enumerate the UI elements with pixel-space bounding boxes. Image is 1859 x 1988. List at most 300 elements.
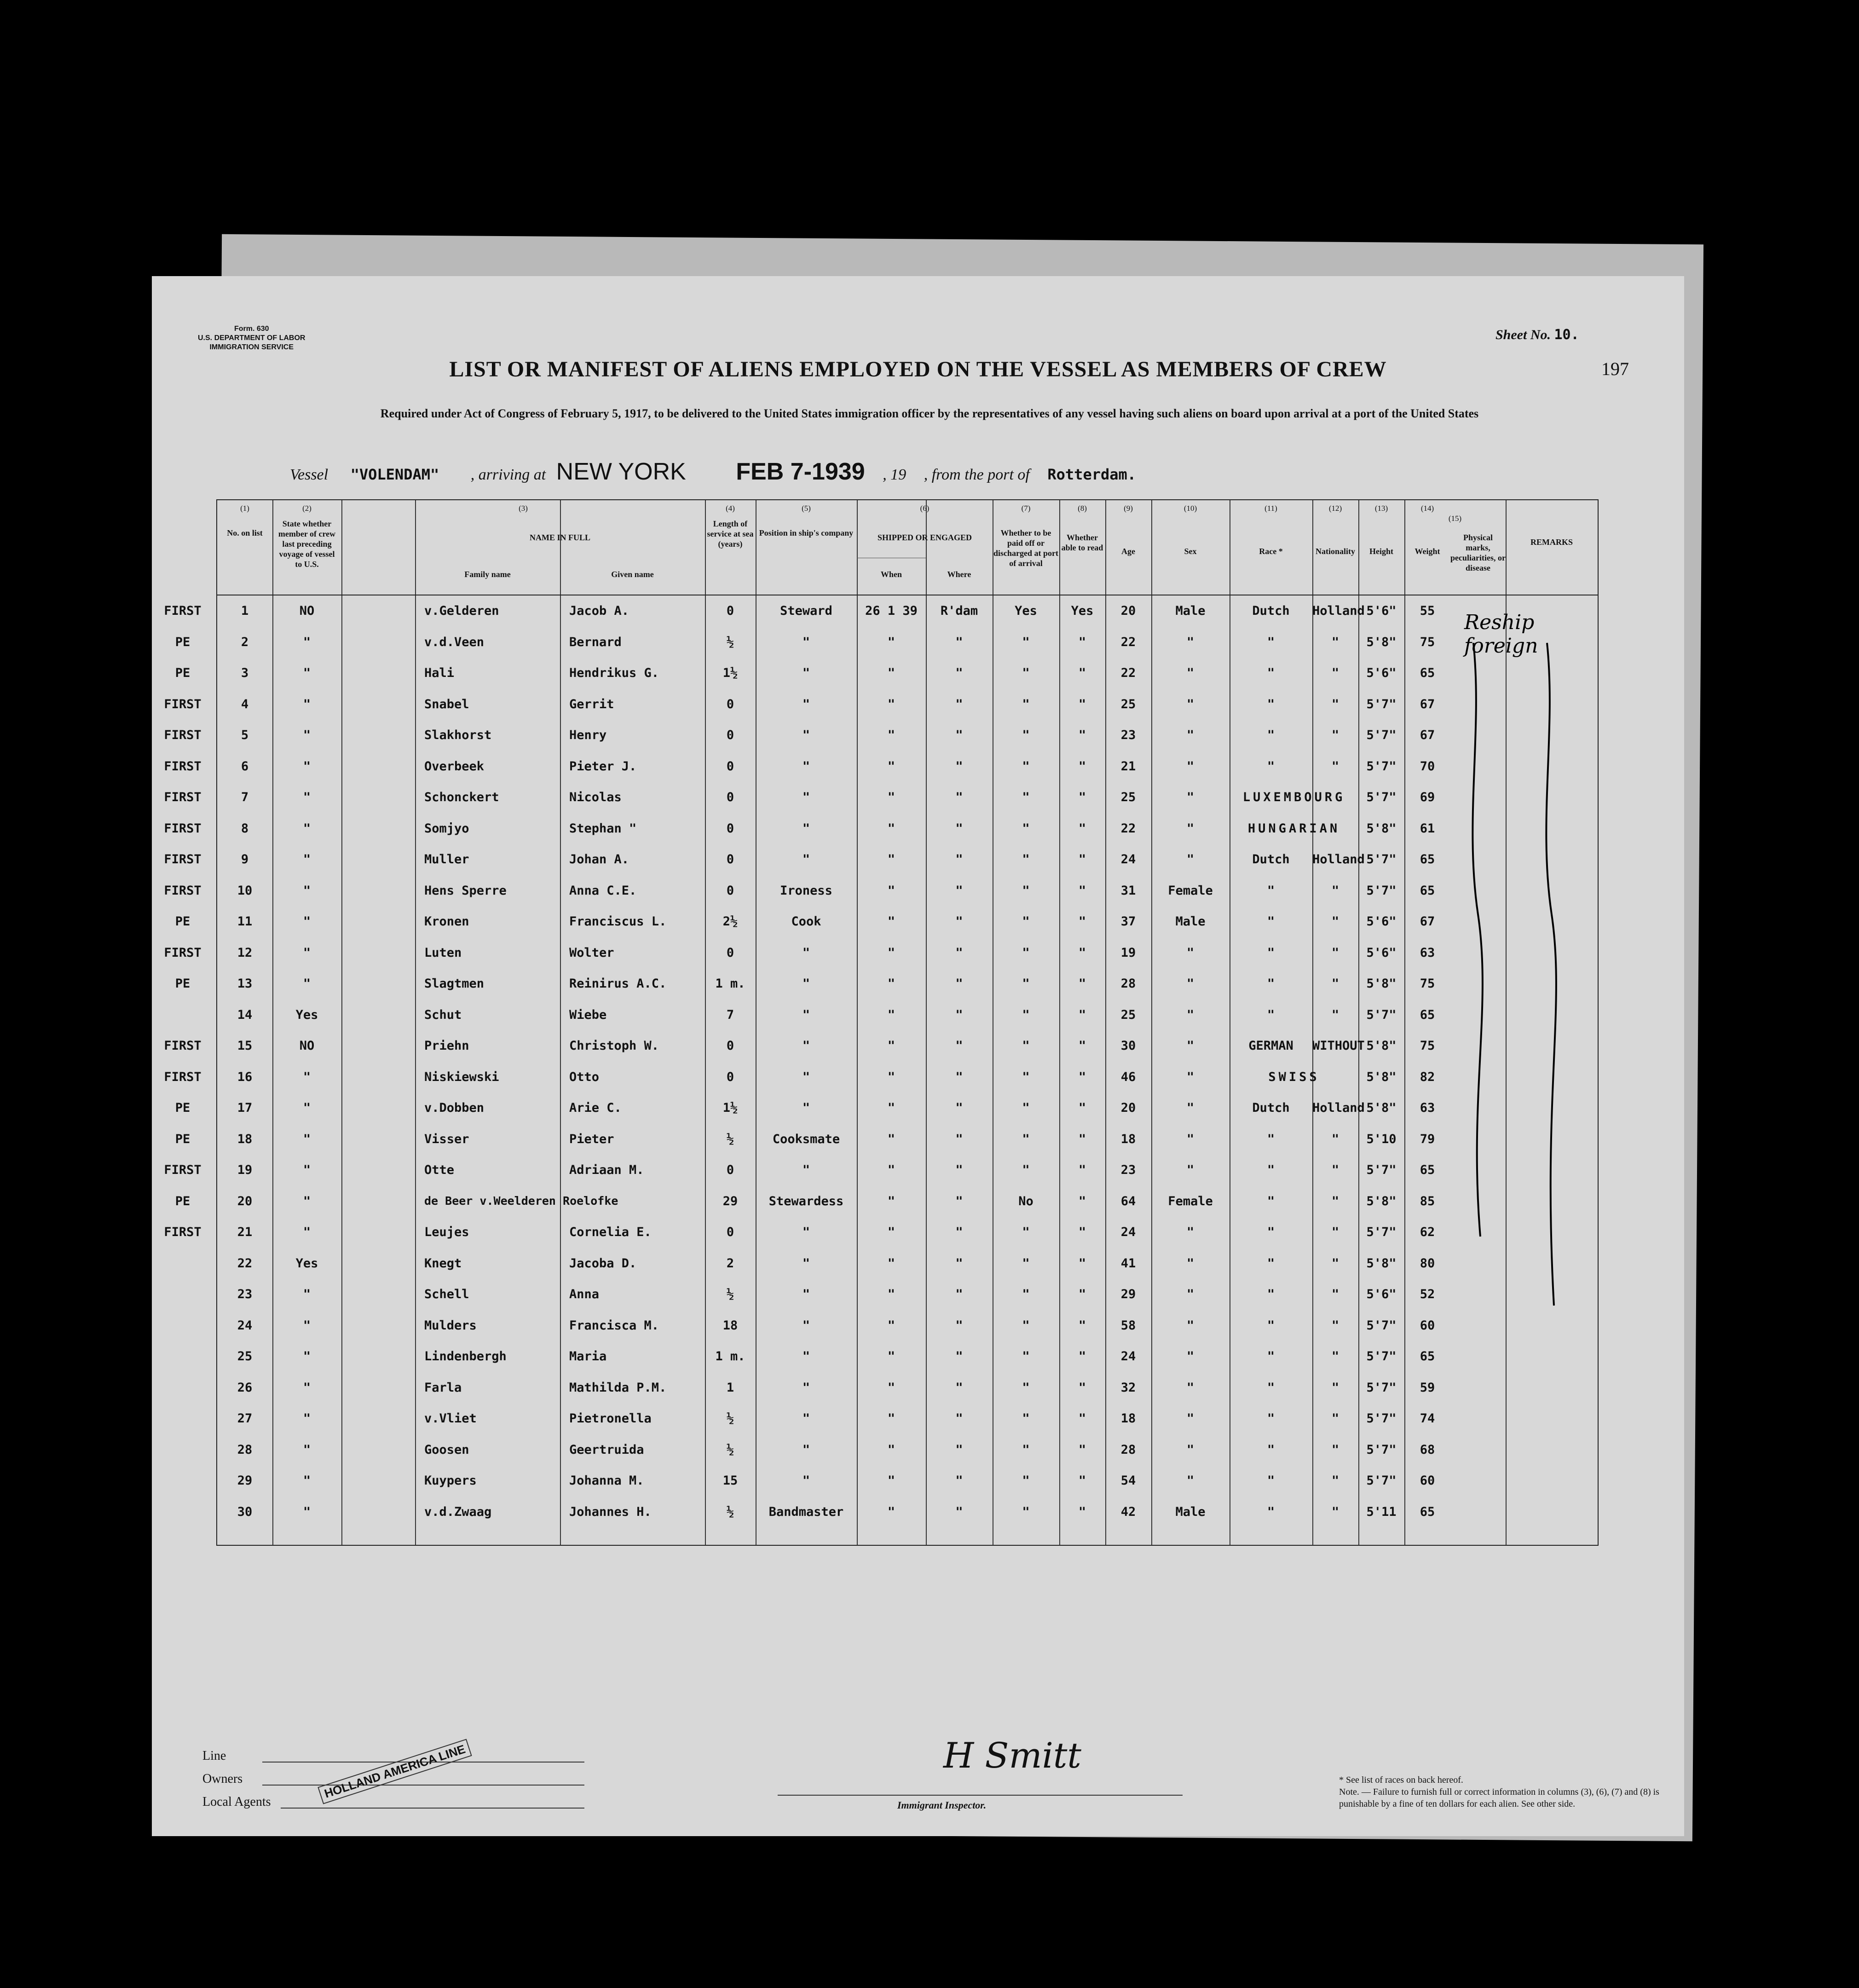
cell-sex: Male	[1175, 1504, 1206, 1519]
cell-height: 5'6"	[1366, 945, 1397, 960]
cell-prev: "	[303, 635, 311, 649]
cell-no: 16	[237, 1069, 253, 1084]
cell-nationality: WITHOUT	[1312, 1039, 1365, 1053]
cell-race: "	[1267, 883, 1275, 898]
cell-age: 23	[1120, 1163, 1136, 1177]
cell-race: "	[1267, 1287, 1275, 1301]
cell-prev: "	[303, 852, 311, 867]
cell-race: "	[1267, 1194, 1275, 1208]
cell-prev: "	[303, 1411, 311, 1426]
header-weight: Weight	[1414, 547, 1440, 556]
cell-read: "	[1078, 1007, 1086, 1022]
cell-sex: "	[1186, 1318, 1195, 1333]
table-row	[175, 914, 1598, 946]
cell-service: ½	[726, 1287, 734, 1301]
cell-position: "	[802, 1442, 810, 1457]
cell-given: Jacob A.	[569, 604, 629, 618]
cell-nationality: "	[1331, 1504, 1339, 1519]
cell-nationality: "	[1331, 1225, 1339, 1239]
cell-no: 18	[237, 1132, 253, 1146]
cell-position: "	[802, 977, 810, 991]
cell-prev: "	[303, 977, 311, 991]
cell-read: "	[1078, 1474, 1086, 1488]
cell-age: 58	[1120, 1318, 1136, 1333]
cell-when: "	[887, 1504, 895, 1519]
table-row	[175, 1132, 1598, 1163]
agents-rule	[281, 1808, 584, 1809]
header-length-service: Length of service at sea (years)	[707, 519, 754, 549]
cell-weight: 82	[1420, 1069, 1435, 1084]
cell-when: "	[887, 666, 895, 680]
department-name: U.S. DEPARTMENT OF LABOR	[198, 334, 306, 342]
cell-height: 5'7"	[1366, 1474, 1397, 1488]
cell-sex: "	[1186, 666, 1195, 680]
cell-weight: 63	[1420, 945, 1435, 960]
cell-where: "	[955, 728, 963, 742]
cell-when: "	[887, 1101, 895, 1115]
table-row	[164, 945, 1598, 977]
cell-prev: "	[303, 728, 311, 742]
manifest-sheet	[152, 276, 1684, 1836]
cell-prev: "	[303, 821, 311, 836]
sheet-number	[1495, 327, 1579, 343]
cell-sex: "	[1186, 977, 1195, 991]
cell-family: de Beer v.Weelderen Roelofke	[424, 1194, 618, 1208]
table-row	[164, 1039, 1598, 1070]
cell-race: SWISS	[1268, 1069, 1320, 1084]
cell-where: "	[955, 1504, 963, 1519]
table-row	[217, 1256, 1598, 1288]
cell-nationality: "	[1331, 1256, 1339, 1271]
cell-sex: "	[1186, 821, 1195, 836]
row-status-mark: PE	[175, 1132, 191, 1146]
table-row	[164, 821, 1598, 853]
vessel-label: Vessel	[290, 466, 329, 483]
cell-given: Adriaan M.	[569, 1163, 644, 1177]
col-num: (12)	[1328, 504, 1342, 513]
cell-paid: "	[1022, 1163, 1030, 1177]
cell-paid: "	[1022, 1225, 1030, 1239]
cell-sex: "	[1186, 790, 1195, 804]
cell-race: "	[1267, 635, 1275, 649]
cell-given: Johan A.	[569, 852, 629, 867]
cell-service: 0	[726, 1039, 734, 1053]
cell-age: 32	[1120, 1380, 1136, 1395]
cell-age: 18	[1120, 1132, 1136, 1146]
cell-sex: "	[1186, 635, 1195, 649]
cell-when: "	[887, 945, 895, 960]
cell-race: "	[1267, 1163, 1275, 1177]
cell-race: "	[1267, 1442, 1275, 1457]
cell-given: Pieter	[569, 1132, 614, 1146]
cell-no: 3	[241, 666, 249, 680]
cell-position: "	[802, 1101, 810, 1115]
cell-given: Hendrikus G.	[569, 666, 659, 680]
cell-height: 5'8"	[1366, 1069, 1397, 1084]
cell-weight: 63	[1420, 1101, 1435, 1115]
footnote-penalty: Note. — Failure to furnish full or correct information in columns (3), (6), (7) and (8) is punishable by a fine of ten dollars for each alien. See other side.	[1339, 1787, 1659, 1809]
cell-read: "	[1078, 821, 1086, 836]
cell-read: "	[1078, 790, 1086, 804]
cell-when: "	[887, 1007, 895, 1022]
cell-position: "	[802, 1163, 810, 1177]
cell-given: Stephan "	[569, 821, 637, 836]
table-row	[164, 1069, 1598, 1101]
cell-read: "	[1078, 883, 1086, 898]
cell-position: "	[802, 697, 810, 711]
table-row	[164, 728, 1598, 759]
cell-paid: "	[1022, 1318, 1030, 1333]
cell-age: 24	[1120, 1225, 1136, 1239]
cell-position: "	[802, 1474, 810, 1488]
header-paid-off: Whether to be paid off or discharged at port of arrival	[993, 528, 1058, 568]
cell-age: 31	[1120, 883, 1136, 898]
form-number: Form. 630	[234, 325, 269, 333]
cell-service: 0	[726, 1069, 734, 1084]
cell-no: 11	[237, 914, 253, 929]
handwritten-remarks: Reship foreign	[1464, 611, 1538, 658]
col-num: (7)	[1021, 504, 1031, 513]
cell-read: "	[1078, 1349, 1086, 1364]
cell-service: 0	[726, 1225, 734, 1239]
table-row	[217, 1318, 1598, 1350]
cell-nationality: "	[1331, 883, 1339, 898]
cell-sex: "	[1186, 697, 1195, 711]
cell-sex: "	[1186, 1225, 1195, 1239]
cell-family: Priehn	[424, 1039, 469, 1053]
cell-no: 5	[241, 728, 249, 742]
cell-family: Slagtmen	[424, 977, 485, 991]
cell-prev: "	[303, 1069, 311, 1084]
cell-service: 1 m.	[715, 977, 745, 991]
header-nationality: Nationality	[1315, 547, 1355, 556]
vessel-line	[290, 458, 1136, 485]
cell-age: 20	[1120, 1101, 1136, 1115]
cell-given: Maria	[569, 1349, 607, 1364]
cell-where: "	[955, 1007, 963, 1022]
cell-when: "	[887, 728, 895, 742]
cell-given: Bernard	[569, 635, 622, 649]
cell-where: "	[955, 852, 963, 867]
cell-height: 5'7"	[1366, 883, 1397, 898]
cell-family: v.Gelderen	[424, 604, 499, 618]
cell-prev: "	[303, 1163, 311, 1177]
cell-read: "	[1078, 666, 1086, 680]
cell-where: "	[955, 1474, 963, 1488]
cell-when: "	[887, 759, 895, 774]
cell-paid: "	[1022, 1474, 1030, 1488]
cell-service: 0	[726, 821, 734, 836]
table-row	[217, 1381, 1598, 1412]
row-status-mark: PE	[175, 977, 191, 991]
cell-position: "	[802, 1069, 810, 1084]
cell-paid: "	[1022, 1101, 1030, 1115]
cell-height: 5'6"	[1366, 914, 1397, 929]
cell-service: ½	[726, 1132, 734, 1146]
col-num: (13)	[1374, 504, 1388, 513]
col-num: (6)	[920, 504, 930, 513]
table-row	[217, 1008, 1598, 1039]
cell-nationality: "	[1331, 1442, 1339, 1457]
cell-service: 0	[726, 852, 734, 867]
cell-race: "	[1267, 1380, 1275, 1395]
cell-no: 4	[241, 697, 249, 711]
cell-read: "	[1078, 1411, 1086, 1426]
cell-family: Niskiewski	[424, 1069, 499, 1084]
cell-given: Johannes H.	[569, 1504, 652, 1519]
cell-where: "	[955, 1132, 963, 1146]
cell-given: Wiebe	[569, 1007, 607, 1022]
cell-when: "	[887, 852, 895, 867]
cell-when: "	[887, 1411, 895, 1426]
cell-height: 5'8"	[1366, 1194, 1397, 1208]
cell-sex: "	[1186, 1163, 1195, 1177]
cell-prev: "	[303, 1380, 311, 1395]
cell-no: 6	[241, 759, 249, 774]
holland-america-stamp: HOLLAND AMERICA LINE	[318, 1739, 472, 1804]
footnote-races: * See list of races on back hereof.	[1339, 1775, 1463, 1785]
cell-race: GERMAN	[1248, 1039, 1293, 1053]
cell-read: "	[1078, 1225, 1086, 1239]
document-title: LIST OR MANIFEST OF ALIENS EMPLOYED ON THE VESSEL AS MEMBERS OF CREW	[449, 357, 1387, 381]
owners-label: Owners	[202, 1772, 243, 1786]
cell-paid: "	[1022, 759, 1030, 774]
header-prev-voyage: State whether member of crew last preceding voyage of vessel to U.S.	[278, 519, 336, 569]
cell-service: 18	[722, 1318, 738, 1333]
row-status-mark: FIRST	[164, 1069, 202, 1084]
cell-given: Anna	[569, 1287, 600, 1301]
cell-when: "	[887, 821, 895, 836]
row-status-mark: FIRST	[164, 945, 202, 960]
cell-when: "	[887, 1287, 895, 1301]
cell-read: "	[1078, 728, 1086, 742]
cell-read: "	[1078, 1318, 1086, 1333]
header-sex: Sex	[1184, 547, 1197, 556]
cell-paid: "	[1022, 945, 1030, 960]
cell-paid: "	[1022, 666, 1030, 680]
cell-height: 5'7"	[1366, 790, 1397, 804]
cell-position: "	[802, 1039, 810, 1053]
cell-paid: "	[1022, 1287, 1030, 1301]
cell-race: "	[1267, 1318, 1275, 1333]
cell-read: "	[1078, 1287, 1086, 1301]
cell-paid: "	[1022, 914, 1030, 929]
cell-weight: 67	[1420, 697, 1435, 711]
cell-sex: "	[1186, 728, 1195, 742]
cell-nationality: "	[1331, 914, 1339, 929]
cell-no: 24	[237, 1318, 253, 1333]
cell-age: 28	[1120, 977, 1136, 991]
cell-sex: "	[1186, 1349, 1195, 1364]
cell-height: 5'6"	[1366, 1287, 1397, 1301]
cell-race: "	[1267, 945, 1275, 960]
cell-no: 14	[237, 1007, 253, 1022]
cell-weight: 75	[1420, 1039, 1435, 1053]
cell-weight: 85	[1420, 1194, 1435, 1208]
cell-weight: 65	[1420, 1504, 1435, 1519]
row-status-mark: PE	[175, 1101, 191, 1115]
row-status-mark: FIRST	[164, 604, 202, 618]
cell-read: "	[1078, 1039, 1086, 1053]
cell-race: "	[1267, 1504, 1275, 1519]
crew-table	[164, 499, 1599, 1546]
header-no-on-list: No. on list	[227, 528, 263, 537]
header-when: When	[880, 570, 902, 579]
cell-height: 5'7"	[1366, 1380, 1397, 1395]
cell-position: "	[802, 790, 810, 804]
cell-no: 21	[237, 1225, 253, 1239]
cell-given: Henry	[569, 728, 607, 742]
cell-when: "	[887, 977, 895, 991]
cell-when: "	[887, 883, 895, 898]
row-status-mark: FIRST	[164, 790, 202, 804]
cell-position: Bandmaster	[768, 1504, 844, 1519]
ditto-curve-marks	[1455, 638, 1593, 1329]
cell-no: 2	[241, 635, 249, 649]
cell-prev: "	[303, 914, 311, 929]
table-row	[217, 1411, 1598, 1443]
cell-paid: "	[1022, 790, 1030, 804]
cell-height: 5'8"	[1366, 1101, 1397, 1115]
cell-service: 0	[726, 728, 734, 742]
cell-weight: 79	[1420, 1132, 1435, 1146]
cell-age: 25	[1120, 790, 1136, 804]
cell-prev: "	[303, 1318, 311, 1333]
cell-when: "	[887, 635, 895, 649]
col-num: (1)	[240, 504, 249, 513]
cell-weight: 62	[1420, 1225, 1435, 1239]
page-number: 197	[1601, 358, 1629, 379]
cell-race: Dutch	[1252, 1101, 1290, 1115]
cell-height: 5'6"	[1366, 604, 1397, 618]
cell-sex: "	[1186, 1256, 1195, 1271]
cell-paid: "	[1022, 697, 1030, 711]
cell-where: "	[955, 914, 963, 929]
cell-prev: "	[303, 1287, 311, 1301]
cell-family: v.d.Zwaag	[424, 1504, 492, 1519]
cell-no: 28	[237, 1442, 253, 1457]
cell-when: "	[887, 1318, 895, 1333]
cell-race: "	[1267, 1256, 1275, 1271]
cell-read: "	[1078, 697, 1086, 711]
cell-prev: "	[303, 1132, 311, 1146]
cell-height: 5'8"	[1366, 635, 1397, 649]
table-row	[164, 852, 1598, 884]
cell-height: 5'7"	[1366, 697, 1397, 711]
cell-no: 15	[237, 1039, 253, 1053]
table-row	[217, 1443, 1598, 1474]
cell-read: Yes	[1071, 604, 1094, 618]
cell-no: 30	[237, 1504, 253, 1519]
cell-prev: "	[303, 1474, 311, 1488]
table-row	[175, 635, 1598, 666]
cell-given: Otto	[569, 1069, 600, 1084]
cell-height: 5'7"	[1366, 852, 1397, 867]
cell-weight: 70	[1420, 759, 1435, 774]
cell-race: "	[1267, 1132, 1275, 1146]
cell-age: 25	[1120, 1007, 1136, 1022]
col-num: (4)	[726, 504, 735, 513]
table-row	[164, 1163, 1598, 1194]
cell-service: ½	[726, 1411, 734, 1426]
inspector-signature: H Smitt	[943, 1735, 1081, 1776]
cell-family: v.Vliet	[424, 1411, 477, 1426]
cell-height: 5'7"	[1366, 1225, 1397, 1239]
cell-race: "	[1267, 728, 1275, 742]
cell-age: 28	[1120, 1442, 1136, 1457]
cell-when: "	[887, 1069, 895, 1084]
table-row	[164, 1225, 1598, 1256]
cell-weight: 67	[1420, 728, 1435, 742]
header-age: Age	[1121, 547, 1135, 556]
col-num: (8)	[1078, 504, 1087, 513]
cell-nationality: "	[1331, 728, 1339, 742]
cell-no: 8	[241, 821, 249, 836]
arriving-label: , arriving at	[470, 466, 546, 483]
form-identifier	[198, 324, 305, 352]
cell-where: "	[955, 1349, 963, 1364]
cell-where: "	[955, 1256, 963, 1271]
row-status-mark: FIRST	[164, 759, 202, 774]
header-shipped-engaged: SHIPPED OR ENGAGED	[877, 533, 972, 542]
cell-family: Slakhorst	[424, 728, 492, 742]
cell-race: LUXEMBOURG	[1242, 790, 1345, 804]
cell-race: "	[1267, 1474, 1275, 1488]
table-row	[217, 1349, 1598, 1381]
table-row	[217, 1287, 1598, 1318]
cell-where: "	[955, 666, 963, 680]
cell-paid: "	[1022, 821, 1030, 836]
header-remarks: REMARKS	[1530, 537, 1573, 547]
cell-family: Mulders	[424, 1318, 477, 1333]
table-row	[164, 759, 1598, 791]
cell-height: 5'7"	[1366, 1007, 1397, 1022]
line-label: Line	[202, 1749, 226, 1763]
cell-service: 0	[726, 697, 734, 711]
cell-paid: "	[1022, 728, 1030, 742]
cell-height: 5'7"	[1366, 1411, 1397, 1426]
header-physical-marks: Physical marks, peculiarities, or disease	[1450, 533, 1506, 572]
cell-age: 46	[1120, 1069, 1136, 1084]
cell-weight: 65	[1420, 852, 1435, 867]
row-status-mark: FIRST	[164, 1225, 202, 1239]
cell-when: "	[887, 914, 895, 929]
cell-age: 54	[1120, 1474, 1136, 1488]
col-num: (15)	[1448, 514, 1462, 523]
cell-service: 1	[726, 1380, 734, 1395]
cell-weight: 65	[1420, 1349, 1435, 1364]
cell-given: Wolter	[569, 945, 614, 960]
cell-height: 5'7"	[1366, 1442, 1397, 1457]
cell-no: 10	[237, 883, 253, 898]
col-num: (14)	[1420, 504, 1434, 513]
cell-family: Muller	[424, 852, 469, 867]
cell-prev: "	[303, 1349, 311, 1364]
table-row	[164, 790, 1598, 821]
cell-weight: 52	[1420, 1287, 1435, 1301]
cell-nationality: "	[1331, 945, 1339, 960]
cell-sex: "	[1186, 1101, 1195, 1115]
cell-service: 1 m.	[715, 1349, 745, 1364]
cell-where: "	[955, 697, 963, 711]
cell-family: Overbeek	[424, 759, 485, 774]
cell-paid: "	[1022, 1132, 1030, 1146]
row-status-mark: PE	[175, 914, 191, 929]
cell-age: 25	[1120, 697, 1136, 711]
cell-given: Anna C.E.	[569, 883, 637, 898]
cell-age: 24	[1120, 1349, 1136, 1364]
cell-where: "	[955, 1101, 963, 1115]
